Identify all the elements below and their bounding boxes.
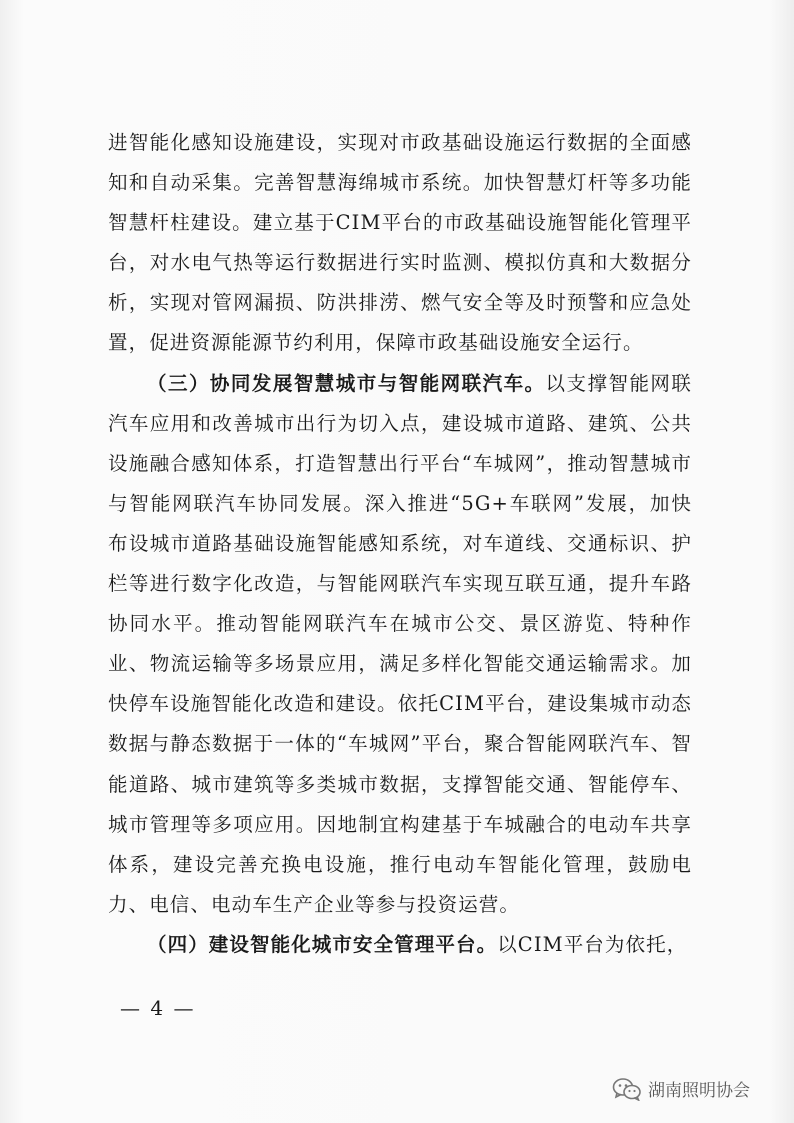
- section-heading-3: （三）协同发展智慧城市与智能网联汽车。: [147, 371, 546, 395]
- watermark-text: 湖南照明协会: [648, 1081, 750, 1101]
- paragraph-2-text: 以支撑智能网联汽车应用和改善城市出行为切入点，建设城市道路、建筑、公共设施融合感知体系，打造智慧出行平台“车城网”，推动智慧城市与智能网联汽车协同发展。深入推进“5G+车联网”发展，加快布设城市道路基础设施智能感知系统，对车道线、交通标识、护栏等进行数字化改造，与智能网联汽车实现互联互通，提升车路协同水平。推动智能网联汽车在城市公交、景区游览、特种作业、物流运输等多场景应用，满足多样化智能交通运输需求。加快停车设施智能化改造和建设。依托CIM平台，建设集城市动态数据与静态数据于一体的“车城网”平台，聚合智能网联汽车、智能道路、城市建筑等多类城市数据，支撑智能交通、智能停车、城市管理等多项应用。因地制宜构建基于车城融合的电动车共享体系，建设完善充换电设施，推行电动车智能化管理，鼓励电力、电信、电动车生产企业等参与投资运营。: [108, 371, 693, 916]
- document-body: [108, 123, 692, 965]
- paragraph-1-text: 进智能化感知设施建设，实现对市政基础设施运行数据的全面感知和自动采集。完善智慧海绵城市系统。加快智慧灯杆等多功能智慧杆柱建设。建立基于CIM平台的市政基础设施智能化管理平台，对水电气热等运行数据进行实时监测、模拟仿真和大数据分析，实现对管网漏损、防洪排涝、燃气安全等及时预警和应急处置，促进资源能源节约利用，保障市政基础设施安全运行。: [108, 131, 692, 355]
- watermark: [612, 1076, 750, 1101]
- paragraph-3: [108, 925, 692, 965]
- paragraph-1: [108, 123, 692, 364]
- paragraph-3-text: 以CIM平台为依托，: [497, 932, 688, 956]
- section-heading-4: （四）建设智能化城市安全管理平台。: [147, 932, 498, 956]
- paragraph-2: [108, 364, 692, 925]
- wechat-icon: [612, 1077, 642, 1101]
- page-number: — 4 —: [120, 996, 196, 1020]
